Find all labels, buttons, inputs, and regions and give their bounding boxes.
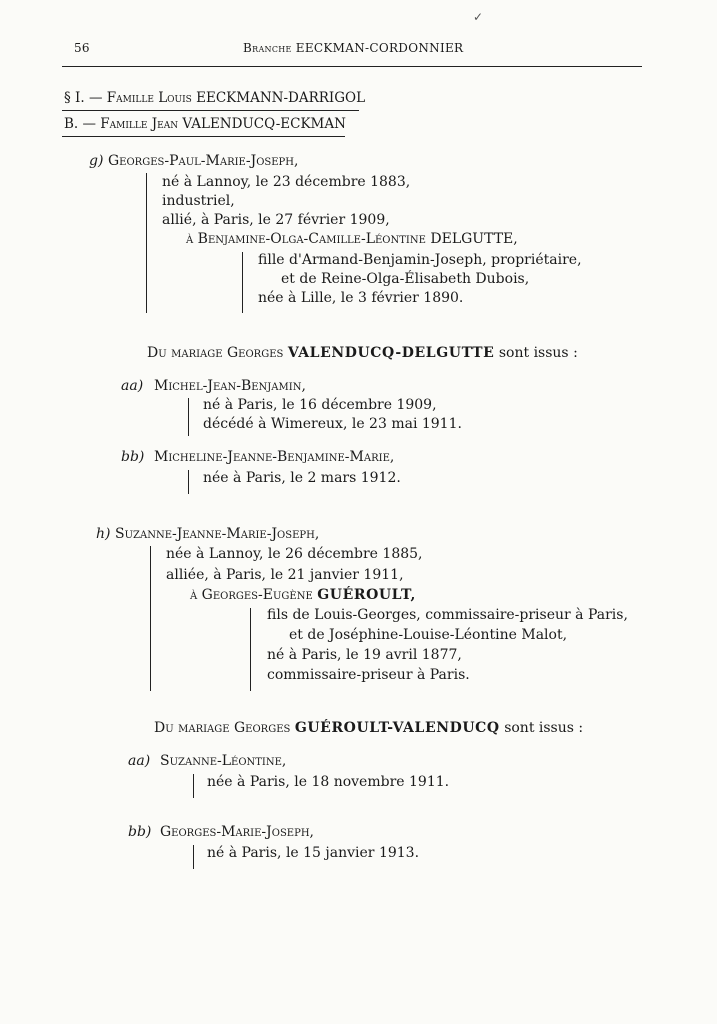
scan-mark: ✓: [473, 10, 484, 24]
entry-h-spouse-born: né à Paris, le 19 avril 1877,: [267, 647, 462, 663]
entry-g-child-2-bracket: [188, 470, 189, 494]
entry-g-child-2-line1: née à Paris, le 2 mars 1912.: [203, 470, 401, 486]
entry-g-spouse-father: fille d'Armand-Benjamin-Joseph, propriétaire,: [258, 252, 582, 268]
page-number: 56: [74, 41, 90, 55]
entry-g-spouse-mother: et de Reine-Olga-Élisabeth Dubois,: [281, 271, 530, 287]
entry-g-child-1-bracket: [188, 398, 189, 436]
entry-h-child-1-line1: née à Paris, le 18 novembre 1911.: [207, 774, 450, 790]
entry-h-label: h): [96, 526, 111, 542]
running-title: Branche EECKMAN-CORDONNIER: [243, 41, 464, 55]
entry-h-spouse-bracket: [250, 608, 251, 691]
entry-g-issue-name: VALENDUCQ-DELGUTTE: [287, 345, 495, 361]
entry-g-label: g): [89, 153, 104, 169]
header-rule: [62, 66, 642, 67]
entry-h-spouse-surname: GUÉROULT,: [317, 587, 416, 603]
entry-g-issue-prefix: Du mariage Georges: [147, 345, 284, 361]
entry-h-child-1-name: Suzanne-Léontine,: [160, 753, 287, 769]
entry-g-spouse: à Benjamine-Olga-Camille-Léontine DELGUTTE,: [186, 231, 518, 247]
entry-g-bracket: [146, 173, 147, 313]
entry-g-spouse-bracket: [242, 252, 243, 313]
entry-g-born: né à Lannoy, le 23 décembre 1883,: [162, 174, 411, 190]
entry-g-issue: [147, 345, 578, 361]
entry-g-profession: industriel,: [162, 193, 235, 209]
entry-g-issue-suffix: sont issus :: [498, 345, 578, 361]
entry-h-spouse-father: fils de Louis-Georges, commissaire-priseur à Paris,: [267, 607, 628, 623]
entry-g-child-1-line1: né à Paris, le 16 décembre 1909,: [203, 397, 437, 413]
section-rule-1: [62, 110, 359, 111]
entry-g-child-1-label: aa): [121, 378, 144, 394]
entry-h-bracket: [150, 546, 151, 691]
entry-g-child-2-name: Micheline-Jeanne-Benjamine-Marie,: [154, 449, 395, 465]
entry-h-child-2-bracket: [193, 845, 194, 869]
entry-h-issue: [154, 720, 583, 736]
entry-h-child-2-label: bb): [128, 824, 152, 840]
entry-h-child-2-name: Georges-Marie-Joseph,: [160, 824, 315, 840]
entry-g-child-1-name: Michel-Jean-Benjamin,: [154, 378, 306, 394]
entry-g-spouse-born: née à Lille, le 3 février 1890.: [258, 290, 464, 306]
entry-h-issue-name: GUÉROULT-VALENDUCQ: [294, 720, 500, 736]
entry-h-spouse: [190, 587, 416, 603]
section-heading-branch: B. — Famille Jean VALENDUCQ-ECKMAN: [64, 116, 346, 132]
entry-h-issue-prefix: Du mariage Georges: [154, 720, 291, 736]
entry-g-married: allié, à Paris, le 27 février 1909,: [162, 212, 390, 228]
entry-h-child-2-line1: né à Paris, le 15 janvier 1913.: [207, 845, 420, 861]
entry-h-spouse-name: à Georges-Eugène: [190, 587, 313, 603]
entry-h-spouse-mother: et de Joséphine-Louise-Léontine Malot,: [289, 627, 568, 643]
entry-h-child-1-bracket: [193, 774, 194, 798]
entry-g-name: Georges-Paul-Marie-Joseph,: [108, 153, 299, 169]
entry-h-name: Suzanne-Jeanne-Marie-Joseph,: [115, 526, 320, 542]
entry-g-child-2-label: bb): [121, 449, 145, 465]
entry-h-issue-suffix: sont issus :: [504, 720, 584, 736]
section-heading-family: § I. — Famille Louis EECKMANN-DARRIGOL: [64, 90, 366, 106]
entry-h-child-1-label: aa): [128, 753, 151, 769]
entry-h-born: née à Lannoy, le 26 décembre 1885,: [166, 546, 423, 562]
entry-h-spouse-profession: commissaire-priseur à Paris.: [267, 667, 470, 683]
entry-g-child-1-line2: décédé à Wimereux, le 23 mai 1911.: [203, 416, 462, 432]
section-rule-2: [62, 136, 345, 137]
entry-h-married: alliée, à Paris, le 21 janvier 1911,: [166, 567, 404, 583]
